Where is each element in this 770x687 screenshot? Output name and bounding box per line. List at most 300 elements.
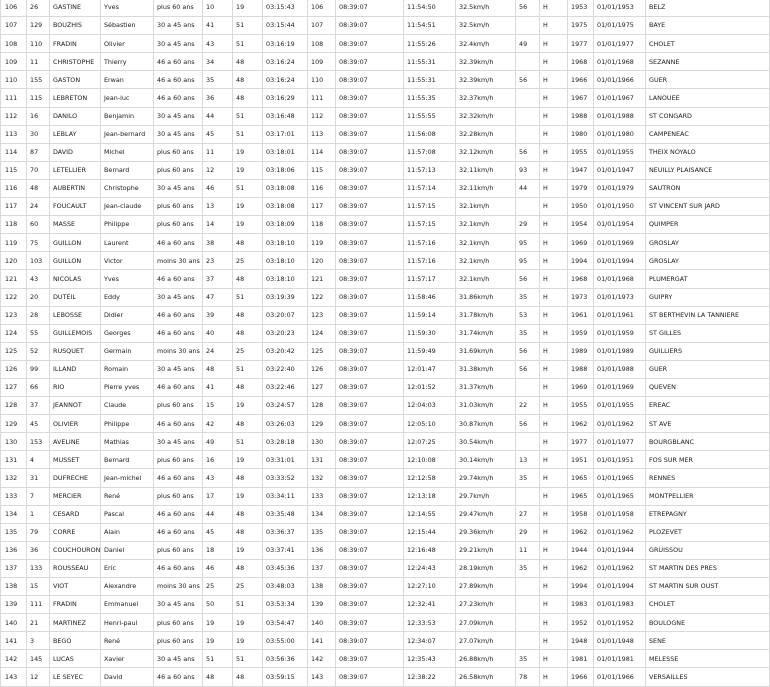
lastname-cell[interactable]: GASTON (50, 71, 101, 89)
rank2-cell[interactable]: 143 (308, 668, 336, 686)
rank2-cell[interactable]: 140 (308, 614, 336, 632)
race-time-cell[interactable]: 03:18:10 (263, 270, 308, 288)
sex-cell[interactable]: H (540, 143, 568, 161)
lastname-cell[interactable]: RIO (50, 378, 101, 396)
rank2-cell[interactable]: 141 (308, 632, 336, 650)
firstname-cell[interactable]: Henri-paul (101, 614, 154, 632)
sex-cell[interactable]: H (540, 342, 568, 360)
bib-cell[interactable]: 36 (27, 541, 50, 559)
firstname-cell[interactable]: Didier (101, 306, 154, 324)
cat-rank-cell[interactable]: 46 (203, 179, 233, 197)
category-cell[interactable]: moins 30 ans (154, 578, 203, 596)
dept-cell[interactable]: 13 (516, 451, 540, 469)
race-time-cell[interactable]: 03:18:10 (263, 252, 308, 270)
bib-cell[interactable]: 111 (27, 596, 50, 614)
race-time-cell[interactable]: 03:24:57 (263, 397, 308, 415)
finish-time-cell[interactable]: 12:16:48 (404, 541, 456, 559)
bib-cell[interactable]: 43 (27, 270, 50, 288)
finish-time-cell[interactable]: 11:57:14 (404, 179, 456, 197)
sex-cell[interactable]: H (540, 234, 568, 252)
cat-total-cell[interactable]: 25 (233, 578, 263, 596)
bib-cell[interactable]: 60 (27, 216, 50, 234)
lastname-cell[interactable]: LETELLIER (50, 161, 101, 179)
start-time-cell[interactable]: 08:39:07 (336, 360, 404, 378)
sex-cell[interactable]: H (540, 559, 568, 577)
bib-cell[interactable]: 103 (27, 252, 50, 270)
start-time-cell[interactable]: 08:39:07 (336, 324, 404, 342)
start-time-cell[interactable]: 08:39:07 (336, 0, 404, 17)
firstname-cell[interactable]: René (101, 632, 154, 650)
birth-date-cell[interactable]: 01/01/1994 (594, 578, 646, 596)
cat-total-cell[interactable]: 19 (233, 541, 263, 559)
cat-total-cell[interactable]: 48 (233, 559, 263, 577)
category-cell[interactable]: plus 60 ans (154, 487, 203, 505)
dept-cell[interactable]: 56 (516, 270, 540, 288)
city-cell[interactable]: GUIPRY (646, 288, 770, 306)
start-time-cell[interactable]: 08:39:07 (336, 288, 404, 306)
city-cell[interactable]: RENNES (646, 469, 770, 487)
birth-date-cell[interactable]: 01/01/1955 (594, 397, 646, 415)
birth-year-cell[interactable]: 1979 (568, 179, 594, 197)
firstname-cell[interactable]: Pascal (101, 505, 154, 523)
rank-cell[interactable]: 124 (1, 324, 27, 342)
category-cell[interactable]: plus 60 ans (154, 198, 203, 216)
sex-cell[interactable]: H (540, 415, 568, 433)
race-time-cell[interactable]: 03:20:42 (263, 342, 308, 360)
rank2-cell[interactable]: 125 (308, 342, 336, 360)
cat-total-cell[interactable]: 19 (233, 216, 263, 234)
cat-total-cell[interactable]: 51 (233, 433, 263, 451)
start-time-cell[interactable]: 08:39:07 (336, 614, 404, 632)
birth-year-cell[interactable]: 1955 (568, 397, 594, 415)
category-cell[interactable]: plus 60 ans (154, 541, 203, 559)
birth-date-cell[interactable]: 01/01/1981 (594, 650, 646, 668)
city-cell[interactable]: GUER (646, 71, 770, 89)
rank-cell[interactable]: 135 (1, 523, 27, 541)
speed-cell[interactable]: 27.23km/h (456, 596, 516, 614)
rank-cell[interactable]: 113 (1, 125, 27, 143)
category-cell[interactable]: 30 a 45 ans (154, 17, 203, 35)
birth-date-cell[interactable]: 01/01/1958 (594, 505, 646, 523)
sex-cell[interactable]: H (540, 71, 568, 89)
sex-cell[interactable]: H (540, 53, 568, 71)
cat-rank-cell[interactable]: 10 (203, 0, 233, 17)
finish-time-cell[interactable]: 11:56:08 (404, 125, 456, 143)
finish-time-cell[interactable]: 11:59:30 (404, 324, 456, 342)
cat-total-cell[interactable]: 48 (233, 324, 263, 342)
category-cell[interactable]: 46 a 60 ans (154, 469, 203, 487)
category-cell[interactable]: moins 30 ans (154, 252, 203, 270)
dept-cell[interactable]: 56 (516, 0, 540, 17)
bib-cell[interactable]: 87 (27, 143, 50, 161)
rank2-cell[interactable]: 107 (308, 17, 336, 35)
start-time-cell[interactable]: 08:39:07 (336, 306, 404, 324)
sex-cell[interactable]: H (540, 378, 568, 396)
finish-time-cell[interactable]: 11:58:46 (404, 288, 456, 306)
category-cell[interactable]: 46 a 60 ans (154, 668, 203, 686)
cat-rank-cell[interactable]: 35 (203, 71, 233, 89)
start-time-cell[interactable]: 08:39:07 (336, 433, 404, 451)
birth-year-cell[interactable]: 1969 (568, 378, 594, 396)
category-cell[interactable]: 46 a 60 ans (154, 559, 203, 577)
cat-rank-cell[interactable]: 44 (203, 107, 233, 125)
birth-date-cell[interactable]: 01/01/1989 (594, 342, 646, 360)
race-time-cell[interactable]: 03:16:24 (263, 53, 308, 71)
speed-cell[interactable]: 32.39km/h (456, 71, 516, 89)
race-time-cell[interactable]: 03:59:15 (263, 668, 308, 686)
finish-time-cell[interactable]: 12:15:44 (404, 523, 456, 541)
lastname-cell[interactable]: GUILLON (50, 252, 101, 270)
rank-cell[interactable]: 122 (1, 288, 27, 306)
birth-date-cell[interactable]: 01/01/1965 (594, 469, 646, 487)
start-time-cell[interactable]: 08:39:07 (336, 632, 404, 650)
cat-rank-cell[interactable]: 36 (203, 89, 233, 107)
cat-rank-cell[interactable]: 14 (203, 216, 233, 234)
birth-date-cell[interactable]: 01/01/1955 (594, 143, 646, 161)
rank2-cell[interactable]: 110 (308, 71, 336, 89)
lastname-cell[interactable]: LUCAS (50, 650, 101, 668)
birth-date-cell[interactable]: 01/01/1973 (594, 288, 646, 306)
birth-year-cell[interactable]: 1988 (568, 107, 594, 125)
bib-cell[interactable]: 24 (27, 198, 50, 216)
bib-cell[interactable]: 11 (27, 53, 50, 71)
city-cell[interactable]: GROSLAY (646, 252, 770, 270)
dept-cell[interactable]: 11 (516, 541, 540, 559)
bib-cell[interactable]: 1 (27, 505, 50, 523)
finish-time-cell[interactable]: 12:04:03 (404, 397, 456, 415)
firstname-cell[interactable]: Jean-michel (101, 469, 154, 487)
speed-cell[interactable]: 29.74km/h (456, 469, 516, 487)
race-time-cell[interactable]: 03:56:36 (263, 650, 308, 668)
birth-year-cell[interactable]: 1961 (568, 306, 594, 324)
birth-year-cell[interactable]: 1969 (568, 234, 594, 252)
finish-time-cell[interactable]: 11:55:35 (404, 89, 456, 107)
bib-cell[interactable]: 12 (27, 668, 50, 686)
lastname-cell[interactable]: BEGO (50, 632, 101, 650)
finish-time-cell[interactable]: 12:33:53 (404, 614, 456, 632)
lastname-cell[interactable]: DAVID (50, 143, 101, 161)
city-cell[interactable]: GRUISSOU (646, 541, 770, 559)
race-time-cell[interactable]: 03:20:07 (263, 306, 308, 324)
birth-year-cell[interactable]: 1947 (568, 161, 594, 179)
category-cell[interactable]: 46 a 60 ans (154, 234, 203, 252)
cat-rank-cell[interactable]: 17 (203, 487, 233, 505)
rank-cell[interactable]: 108 (1, 35, 27, 53)
lastname-cell[interactable]: VIOT (50, 578, 101, 596)
bib-cell[interactable]: 30 (27, 125, 50, 143)
city-cell[interactable]: LANOUEE (646, 89, 770, 107)
finish-time-cell[interactable]: 12:01:52 (404, 378, 456, 396)
bib-cell[interactable]: 16 (27, 107, 50, 125)
rank-cell[interactable]: 115 (1, 161, 27, 179)
start-time-cell[interactable]: 08:39:07 (336, 179, 404, 197)
cat-rank-cell[interactable]: 23 (203, 252, 233, 270)
start-time-cell[interactable]: 08:39:07 (336, 596, 404, 614)
birth-date-cell[interactable]: 01/01/1953 (594, 0, 646, 17)
firstname-cell[interactable]: Germain (101, 342, 154, 360)
sex-cell[interactable]: H (540, 306, 568, 324)
cat-rank-cell[interactable]: 15 (203, 397, 233, 415)
category-cell[interactable]: plus 60 ans (154, 143, 203, 161)
bib-cell[interactable]: 3 (27, 632, 50, 650)
cat-total-cell[interactable]: 19 (233, 632, 263, 650)
race-time-cell[interactable]: 03:54:47 (263, 614, 308, 632)
birth-date-cell[interactable]: 01/01/1969 (594, 234, 646, 252)
category-cell[interactable]: 30 a 45 ans (154, 107, 203, 125)
dept-cell[interactable]: 78 (516, 668, 540, 686)
speed-cell[interactable]: 32.12km/h (456, 143, 516, 161)
rank2-cell[interactable]: 113 (308, 125, 336, 143)
lastname-cell[interactable]: MERCIER (50, 487, 101, 505)
bib-cell[interactable]: 15 (27, 578, 50, 596)
bib-cell[interactable]: 37 (27, 397, 50, 415)
dept-cell[interactable]: 35 (516, 324, 540, 342)
category-cell[interactable]: 46 a 60 ans (154, 89, 203, 107)
category-cell[interactable]: 30 a 45 ans (154, 125, 203, 143)
rank2-cell[interactable]: 111 (308, 89, 336, 107)
dept-cell[interactable]: 56 (516, 342, 540, 360)
birth-year-cell[interactable]: 1994 (568, 252, 594, 270)
start-time-cell[interactable]: 08:39:07 (336, 650, 404, 668)
dept-cell[interactable]: 35 (516, 288, 540, 306)
cat-rank-cell[interactable]: 40 (203, 324, 233, 342)
firstname-cell[interactable]: Xavier (101, 650, 154, 668)
dept-cell[interactable]: 35 (516, 559, 540, 577)
birth-year-cell[interactable]: 1980 (568, 125, 594, 143)
city-cell[interactable]: PLOZEVET (646, 523, 770, 541)
rank-cell[interactable]: 129 (1, 415, 27, 433)
lastname-cell[interactable]: CESARD (50, 505, 101, 523)
start-time-cell[interactable]: 08:39:07 (336, 125, 404, 143)
cat-total-cell[interactable]: 48 (233, 53, 263, 71)
birth-year-cell[interactable]: 1962 (568, 523, 594, 541)
bib-cell[interactable]: 20 (27, 288, 50, 306)
category-cell[interactable]: plus 60 ans (154, 397, 203, 415)
cat-total-cell[interactable]: 51 (233, 107, 263, 125)
race-time-cell[interactable]: 03:34:11 (263, 487, 308, 505)
birth-date-cell[interactable]: 01/01/1977 (594, 433, 646, 451)
cat-rank-cell[interactable]: 18 (203, 541, 233, 559)
bib-cell[interactable]: 110 (27, 35, 50, 53)
speed-cell[interactable]: 29.47km/h (456, 505, 516, 523)
birth-year-cell[interactable]: 1952 (568, 614, 594, 632)
birth-year-cell[interactable]: 1967 (568, 89, 594, 107)
race-time-cell[interactable]: 03:55:00 (263, 632, 308, 650)
race-time-cell[interactable]: 03:16:48 (263, 107, 308, 125)
start-time-cell[interactable]: 08:39:07 (336, 451, 404, 469)
speed-cell[interactable]: 31.78km/h (456, 306, 516, 324)
birth-date-cell[interactable]: 01/01/1966 (594, 71, 646, 89)
speed-cell[interactable]: 31.03km/h (456, 397, 516, 415)
bib-cell[interactable]: 26 (27, 0, 50, 17)
birth-date-cell[interactable]: 01/01/1968 (594, 270, 646, 288)
bib-cell[interactable]: 70 (27, 161, 50, 179)
firstname-cell[interactable]: Jean-bernard (101, 125, 154, 143)
race-time-cell[interactable]: 03:35:48 (263, 505, 308, 523)
cat-total-cell[interactable]: 48 (233, 234, 263, 252)
firstname-cell[interactable]: Alexandre (101, 578, 154, 596)
finish-time-cell[interactable]: 11:59:14 (404, 306, 456, 324)
rank2-cell[interactable]: 130 (308, 433, 336, 451)
firstname-cell[interactable]: Benjamin (101, 107, 154, 125)
lastname-cell[interactable]: AUBERTIN (50, 179, 101, 197)
rank-cell[interactable]: 119 (1, 234, 27, 252)
firstname-cell[interactable]: Jean-claude (101, 198, 154, 216)
rank-cell[interactable]: 116 (1, 179, 27, 197)
start-time-cell[interactable]: 08:39:07 (336, 89, 404, 107)
birth-date-cell[interactable]: 01/01/1979 (594, 179, 646, 197)
dept-cell[interactable]: 49 (516, 35, 540, 53)
dept-cell[interactable]: 35 (516, 469, 540, 487)
rank2-cell[interactable]: 120 (308, 252, 336, 270)
finish-time-cell[interactable]: 11:57:13 (404, 161, 456, 179)
cat-total-cell[interactable]: 48 (233, 505, 263, 523)
start-time-cell[interactable]: 08:39:07 (336, 252, 404, 270)
birth-year-cell[interactable]: 1975 (568, 17, 594, 35)
sex-cell[interactable]: H (540, 523, 568, 541)
lastname-cell[interactable]: ILLAND (50, 360, 101, 378)
cat-total-cell[interactable]: 51 (233, 179, 263, 197)
city-cell[interactable]: QUIMPER (646, 216, 770, 234)
rank2-cell[interactable]: 112 (308, 107, 336, 125)
cat-rank-cell[interactable]: 43 (203, 35, 233, 53)
rank2-cell[interactable]: 108 (308, 35, 336, 53)
birth-year-cell[interactable]: 1973 (568, 288, 594, 306)
cat-total-cell[interactable]: 48 (233, 378, 263, 396)
lastname-cell[interactable]: LEBOSSE (50, 306, 101, 324)
city-cell[interactable]: PLUMERGAT (646, 270, 770, 288)
start-time-cell[interactable]: 08:39:07 (336, 469, 404, 487)
rank2-cell[interactable]: 131 (308, 451, 336, 469)
speed-cell[interactable]: 29.36km/h (456, 523, 516, 541)
cat-total-cell[interactable]: 48 (233, 668, 263, 686)
firstname-cell[interactable]: Philippe (101, 415, 154, 433)
start-time-cell[interactable]: 08:39:07 (336, 234, 404, 252)
speed-cell[interactable]: 32.11km/h (456, 179, 516, 197)
start-time-cell[interactable]: 08:39:07 (336, 578, 404, 596)
rank-cell[interactable]: 132 (1, 469, 27, 487)
rank2-cell[interactable]: 136 (308, 541, 336, 559)
category-cell[interactable]: 30 a 45 ans (154, 288, 203, 306)
lastname-cell[interactable]: CORRE (50, 523, 101, 541)
rank-cell[interactable]: 126 (1, 360, 27, 378)
city-cell[interactable]: ETREPAGNY (646, 505, 770, 523)
bib-cell[interactable]: 145 (27, 650, 50, 668)
finish-time-cell[interactable]: 11:54:51 (404, 17, 456, 35)
bib-cell[interactable]: 28 (27, 306, 50, 324)
bib-cell[interactable]: 4 (27, 451, 50, 469)
bib-cell[interactable]: 66 (27, 378, 50, 396)
cat-rank-cell[interactable]: 50 (203, 596, 233, 614)
birth-date-cell[interactable]: 01/01/1975 (594, 17, 646, 35)
firstname-cell[interactable]: Claude (101, 397, 154, 415)
city-cell[interactable]: GUILLIERS (646, 342, 770, 360)
rank-cell[interactable]: 107 (1, 17, 27, 35)
cat-total-cell[interactable]: 48 (233, 306, 263, 324)
finish-time-cell[interactable]: 12:12:58 (404, 469, 456, 487)
firstname-cell[interactable]: Erwan (101, 71, 154, 89)
speed-cell[interactable]: 32.1km/h (456, 234, 516, 252)
race-time-cell[interactable]: 03:36:37 (263, 523, 308, 541)
category-cell[interactable]: 46 a 60 ans (154, 378, 203, 396)
birth-date-cell[interactable]: 01/01/1988 (594, 360, 646, 378)
birth-date-cell[interactable]: 01/01/1962 (594, 523, 646, 541)
cat-rank-cell[interactable]: 47 (203, 288, 233, 306)
sex-cell[interactable]: H (540, 614, 568, 632)
category-cell[interactable]: 30 a 45 ans (154, 360, 203, 378)
cat-total-cell[interactable]: 25 (233, 342, 263, 360)
birth-date-cell[interactable]: 01/01/1965 (594, 487, 646, 505)
cat-rank-cell[interactable]: 48 (203, 360, 233, 378)
birth-date-cell[interactable]: 01/01/1944 (594, 541, 646, 559)
lastname-cell[interactable]: FRADIN (50, 596, 101, 614)
firstname-cell[interactable]: Michel (101, 143, 154, 161)
dept-cell[interactable]: 44 (516, 179, 540, 197)
category-cell[interactable]: 46 a 60 ans (154, 71, 203, 89)
race-time-cell[interactable]: 03:20:23 (263, 324, 308, 342)
cat-rank-cell[interactable]: 19 (203, 632, 233, 650)
birth-year-cell[interactable]: 1962 (568, 559, 594, 577)
rank2-cell[interactable]: 118 (308, 216, 336, 234)
speed-cell[interactable]: 32.4km/h (456, 35, 516, 53)
lastname-cell[interactable]: BOUZHIS (50, 17, 101, 35)
cat-rank-cell[interactable]: 39 (203, 306, 233, 324)
birth-date-cell[interactable]: 01/01/1962 (594, 559, 646, 577)
birth-year-cell[interactable]: 1977 (568, 35, 594, 53)
lastname-cell[interactable]: DANILO (50, 107, 101, 125)
lastname-cell[interactable]: COUCHOURON (50, 541, 101, 559)
sex-cell[interactable]: H (540, 596, 568, 614)
rank-cell[interactable]: 109 (1, 53, 27, 71)
category-cell[interactable]: moins 30 ans (154, 342, 203, 360)
bib-cell[interactable]: 79 (27, 523, 50, 541)
sex-cell[interactable]: H (540, 324, 568, 342)
bib-cell[interactable]: 7 (27, 487, 50, 505)
dept-cell[interactable] (516, 53, 540, 71)
firstname-cell[interactable]: Mathias (101, 433, 154, 451)
rank-cell[interactable]: 138 (1, 578, 27, 596)
sex-cell[interactable]: H (540, 487, 568, 505)
city-cell[interactable]: SAUTRON (646, 179, 770, 197)
rank-cell[interactable]: 140 (1, 614, 27, 632)
rank-cell[interactable]: 127 (1, 378, 27, 396)
start-time-cell[interactable]: 08:39:07 (336, 505, 404, 523)
cat-rank-cell[interactable]: 16 (203, 451, 233, 469)
dept-cell[interactable] (516, 17, 540, 35)
speed-cell[interactable]: 27.07km/h (456, 632, 516, 650)
lastname-cell[interactable]: FRADIN (50, 35, 101, 53)
dept-cell[interactable]: 27 (516, 505, 540, 523)
rank-cell[interactable]: 106 (1, 0, 27, 17)
speed-cell[interactable]: 27.89km/h (456, 578, 516, 596)
race-time-cell[interactable]: 03:18:10 (263, 234, 308, 252)
rank-cell[interactable]: 142 (1, 650, 27, 668)
cat-total-cell[interactable]: 51 (233, 596, 263, 614)
rank-cell[interactable]: 112 (1, 107, 27, 125)
city-cell[interactable]: BAYE (646, 17, 770, 35)
birth-year-cell[interactable]: 1948 (568, 632, 594, 650)
start-time-cell[interactable]: 08:39:07 (336, 161, 404, 179)
city-cell[interactable]: ST BERTHEVIN LA TANNIERE (646, 306, 770, 324)
finish-time-cell[interactable]: 11:57:17 (404, 270, 456, 288)
speed-cell[interactable]: 32.37km/h (456, 89, 516, 107)
dept-cell[interactable] (516, 596, 540, 614)
rank-cell[interactable]: 131 (1, 451, 27, 469)
lastname-cell[interactable]: LEBRETON (50, 89, 101, 107)
rank2-cell[interactable]: 128 (308, 397, 336, 415)
firstname-cell[interactable]: Thierry (101, 53, 154, 71)
cat-total-cell[interactable]: 51 (233, 125, 263, 143)
